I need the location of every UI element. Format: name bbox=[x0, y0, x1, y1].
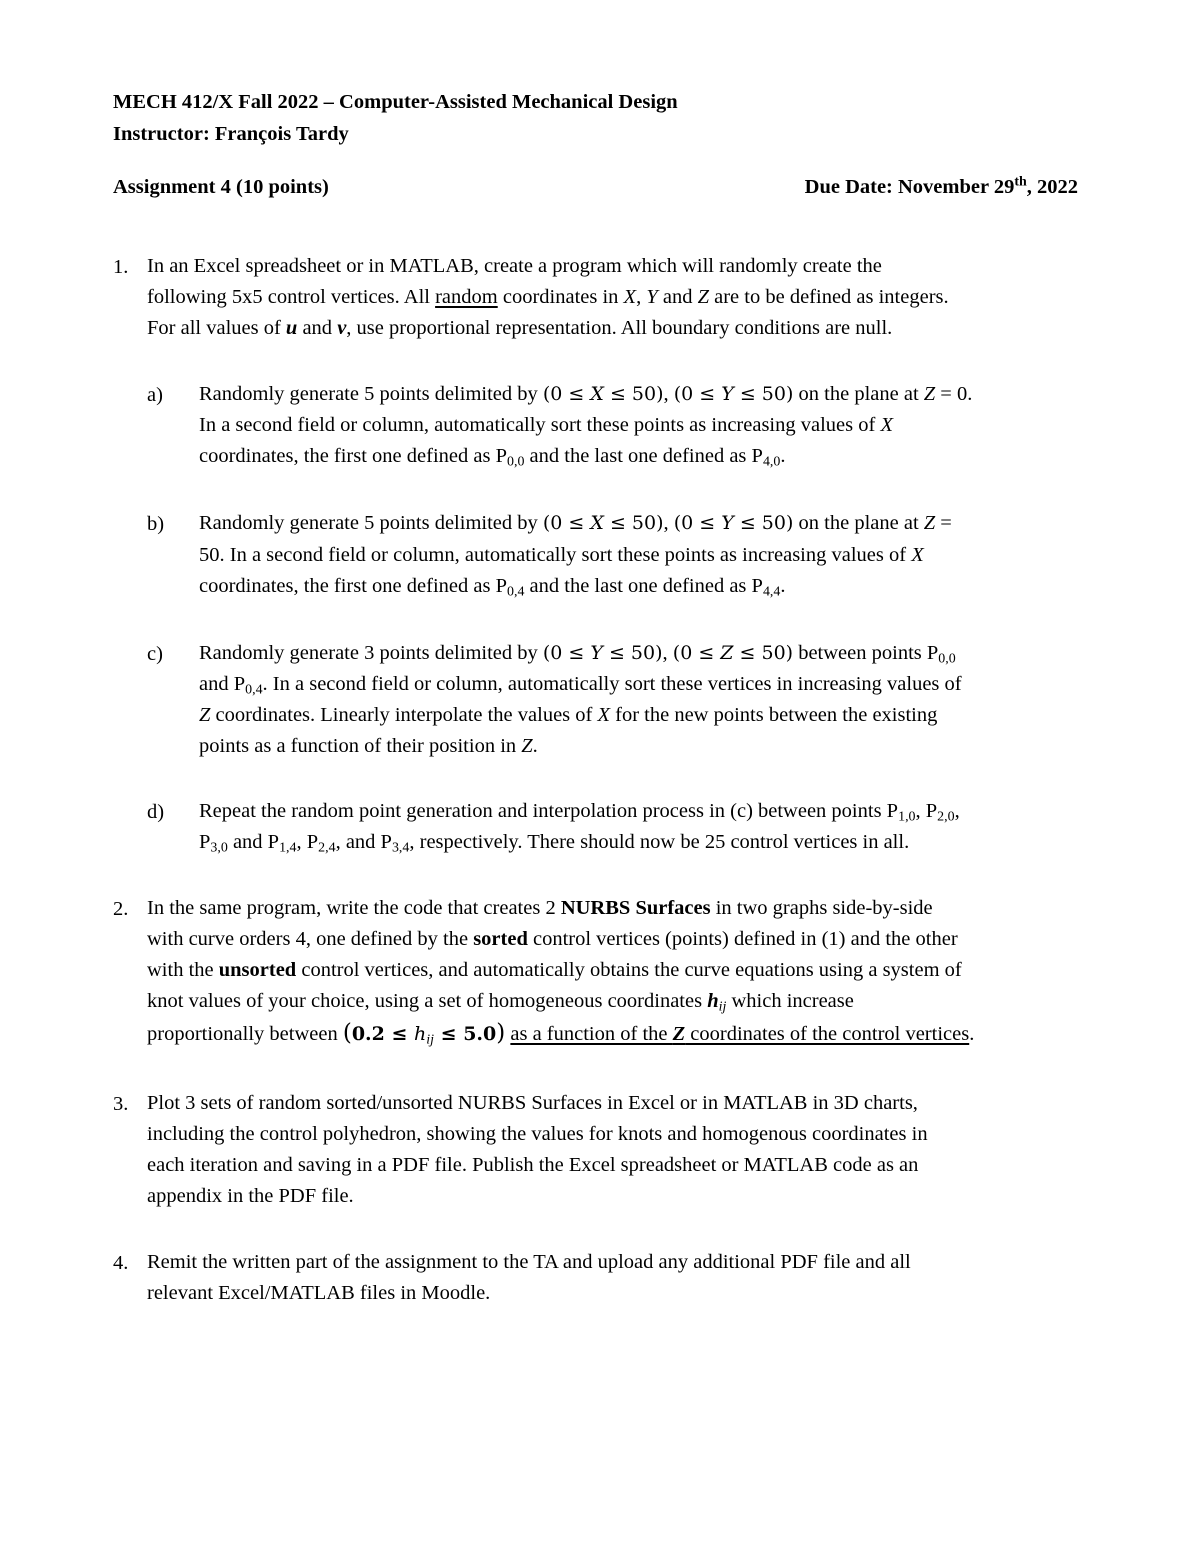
instructor-line: Instructor: François Tardy bbox=[113, 123, 349, 145]
q1b-line-2: 50. In a second field or column, automatically sort these points as increasing values of X bbox=[199, 544, 924, 566]
assignment-title: Assignment 4 (10 points) bbox=[113, 176, 329, 198]
q2-line-5: proportionally between $(0.2 \le h_{ij} \le 5.0)$ as a function of the Z coordinates of the control vertices. bbox=[147, 1020, 975, 1048]
q3-line-4: appendix in the PDF file. bbox=[147, 1185, 354, 1207]
q1c-line-4: points as a function of their position in Z. bbox=[199, 735, 538, 757]
q1d-label: d) bbox=[147, 801, 165, 823]
q2-line-2: with curve orders 4, one defined by the sorted control vertices (points) defined in (1) and the other bbox=[147, 928, 958, 950]
q2-line-4: knot values of your choice, using a set of homogeneous coordinates $h_{ij}$ which increase bbox=[147, 990, 854, 1015]
q3-line-2: including the control polyhedron, showing the values for knots and homogenous coordinates in bbox=[147, 1123, 928, 1145]
question-4-number: 4. bbox=[113, 1252, 129, 1274]
q1c-label: c) bbox=[147, 643, 163, 665]
q3-line-3: each iteration and saving in a PDF file. Publish the Excel spreadsheet or MATLAB code as an bbox=[147, 1154, 919, 1176]
q1b-label: b) bbox=[147, 513, 165, 535]
q1c-line-2: and $P_{0,4}$. In a second field or column, automatically sort these vertices in increasing values of bbox=[199, 673, 962, 698]
question-3-number: 3. bbox=[113, 1093, 129, 1115]
q1b-line-1: Randomly generate 5 points delimited by (0 ≤ X ≤ 50), (0 ≤ Y ≤ 50) on the plane at Z = bbox=[199, 512, 952, 534]
q2-line-1: In the same program, write the code that creates 2 NURBS Surfaces in two graphs side-by-side bbox=[147, 897, 933, 919]
q1d-line-2: $P_{3,0}$ and $P_{1,4}$, $P_{2,4}$, and $P_{3,4}$, respectively. There should now be 25 control vertices in all. bbox=[199, 831, 910, 856]
q2-line-3: with the unsorted control vertices, and automatically obtains the curve equations using a system of bbox=[147, 959, 962, 981]
q1b-line-3: coordinates, the first one defined as $P_{0,4}$ and the last one defined as $P_{4,4}$. bbox=[199, 575, 786, 600]
q4-line-2: relevant Excel/MATLAB files in Moodle. bbox=[147, 1282, 491, 1304]
q1c-line-3: Z coordinates. Linearly interpolate the values of X for the new points between the existing bbox=[199, 704, 938, 726]
q1-line-1: In an Excel spreadsheet or in MATLAB, create a program which will randomly create the bbox=[147, 255, 882, 277]
q1-line-2: following 5x5 control vertices. All random coordinates in X, Y and Z are to be defined as integers. bbox=[147, 286, 949, 308]
q1a-line-1: Randomly generate 5 points delimited by (0 ≤ X ≤ 50), (0 ≤ Y ≤ 50) on the plane at Z = 0. bbox=[199, 383, 973, 405]
q2-underlined-phrase: as a function of the Z coordinates of the control vertices bbox=[510, 1023, 970, 1045]
q1c-line-1: Randomly generate 3 points delimited by (0 ≤ Y ≤ 50), (0 ≤ Z ≤ 50) between points $P_{0,0}$ bbox=[199, 642, 956, 667]
q1-line-3: For all values of u and v, use proportional representation. All boundary conditions are null. bbox=[147, 317, 893, 339]
q4-line-1: Remit the written part of the assignment to the TA and upload any additional PDF file and all bbox=[147, 1251, 911, 1273]
course-title: MECH 412/X Fall 2022 – Computer-Assisted Mechanical Design bbox=[113, 91, 678, 113]
question-2-number: 2. bbox=[113, 898, 129, 920]
q1a-line-3: coordinates, the first one defined as $P_{0,0}$ and the last one defined as $P_{4,0}$. bbox=[199, 445, 786, 470]
q1d-line-1: Repeat the random point generation and interpolation process in (c) between points $P_{1,0}$, $P_{2,0}$, bbox=[199, 800, 960, 825]
q1a-label: a) bbox=[147, 384, 163, 406]
question-1-number: 1. bbox=[113, 256, 129, 278]
due-date: Due Date: November 29th, 2022 bbox=[804, 174, 1078, 198]
q3-line-1: Plot 3 sets of random sorted/unsorted NURBS Surfaces in Excel or in MATLAB in 3D charts, bbox=[147, 1092, 918, 1114]
q1a-line-2: In a second field or column, automatically sort these points as increasing values of X bbox=[199, 414, 893, 436]
